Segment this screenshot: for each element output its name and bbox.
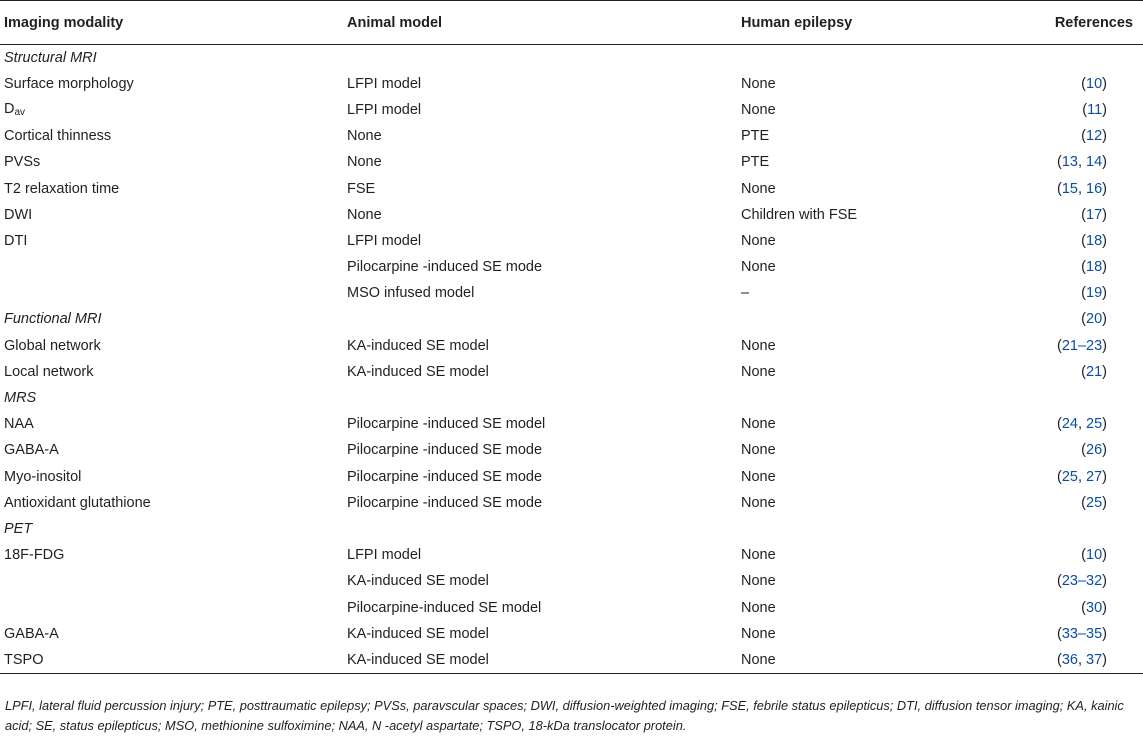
reference-cell: (20) <box>1081 311 1107 328</box>
reference-cell: (13, 14) <box>1056 154 1107 171</box>
animal-model-cell: LFPI model <box>347 547 422 564</box>
human-epilepsy-cell: PTE <box>741 128 770 145</box>
reference-link[interactable]: 10 <box>1086 75 1103 92</box>
reference-cell: (33–35) <box>1056 625 1107 642</box>
modality-cell <box>0 359 343 385</box>
modality-cell <box>0 228 343 254</box>
modality-text: GABA-A <box>4 442 59 459</box>
reference-cell: (17) <box>1081 206 1107 223</box>
header-animal-model: Animal model <box>347 14 443 31</box>
reference-cell: (10) <box>1081 75 1107 92</box>
human-epilepsy-cell: None <box>741 442 776 459</box>
modality-text: Cortical thinness <box>4 128 112 145</box>
section-row <box>0 306 1143 332</box>
table-row <box>0 175 1143 201</box>
reference-cell: (23–32) <box>1056 573 1107 590</box>
table-row <box>0 123 1143 149</box>
reference-cell: (24, 25) <box>1056 416 1107 433</box>
reference-cell: (18) <box>1081 259 1107 276</box>
reference-cell: (18) <box>1081 232 1107 249</box>
animal-model-cell: Pilocarpine -induced SE model <box>347 416 546 433</box>
animal-model-cell: MSO infused model <box>347 285 475 302</box>
animal-model-cell: FSE <box>347 180 376 197</box>
section-title: Functional MRI <box>4 311 102 328</box>
reference-link[interactable]: 13 <box>1061 154 1078 171</box>
reference-link[interactable]: 25 <box>1061 468 1078 485</box>
modality-text: Antioxidant glutathione <box>4 494 151 511</box>
table-row <box>0 280 1143 306</box>
reference-link[interactable]: 21–23 <box>1061 337 1103 354</box>
modality-text: Surface morphology <box>4 75 134 92</box>
table-row <box>0 542 1143 568</box>
reference-link[interactable]: 17 <box>1086 206 1103 223</box>
reference-link[interactable]: 16 <box>1086 180 1103 197</box>
reference-cell: (25, 27) <box>1056 468 1107 485</box>
human-epilepsy-cell: Children with FSE <box>741 206 858 223</box>
reference-cell: (21–23) <box>1056 337 1107 354</box>
reference-cell: (30) <box>1081 599 1107 616</box>
table-header <box>0 1 1143 45</box>
modality-cell <box>0 542 343 568</box>
modality-text: NAA <box>4 416 34 433</box>
human-epilepsy-cell: None <box>741 101 776 118</box>
reference-link[interactable]: 36 <box>1061 651 1078 668</box>
reference-link[interactable]: 14 <box>1086 154 1103 171</box>
animal-model-cell: Pilocarpine -induced SE mode <box>347 468 543 485</box>
reference-cell <box>977 385 1143 411</box>
header-human-epilepsy: Human epilepsy <box>741 14 853 31</box>
human-epilepsy-cell: PTE <box>741 154 770 171</box>
modality-cell <box>0 97 343 123</box>
reference-link[interactable]: 27 <box>1086 468 1103 485</box>
reference-cell: (12) <box>1081 128 1107 145</box>
reference-link[interactable]: 18 <box>1086 259 1103 276</box>
modality-cell <box>0 175 343 201</box>
animal-model-cell: Pilocarpine -induced SE mode <box>347 442 543 459</box>
reference-cell: (36, 37) <box>1056 651 1107 668</box>
modality-cell <box>0 568 343 594</box>
modality-cell <box>0 202 343 228</box>
reference-cell: (10) <box>1081 547 1107 564</box>
human-epilepsy-cell: None <box>741 625 776 642</box>
table-row <box>0 568 1143 594</box>
human-epilepsy-cell: None <box>741 232 776 249</box>
modality-cell <box>0 333 343 359</box>
reference-link[interactable]: 15 <box>1061 180 1078 197</box>
reference-link[interactable]: 18 <box>1086 232 1103 249</box>
animal-model-cell: None <box>347 154 382 171</box>
modality-cell <box>0 594 343 620</box>
modality-text: GABA-A <box>4 625 59 642</box>
reference-cell: (15, 16) <box>1056 180 1107 197</box>
section-row <box>0 516 1143 542</box>
human-epilepsy-cell: None <box>741 599 776 616</box>
modality-text: PVSs <box>4 154 41 171</box>
reference-link[interactable]: 12 <box>1086 128 1103 145</box>
modality-subscript: av <box>14 107 26 119</box>
modality-cell <box>0 123 343 149</box>
reference-cell <box>977 516 1143 542</box>
modality-cell <box>0 280 343 306</box>
reference-cell: (21) <box>1081 363 1107 380</box>
human-epilepsy-cell: None <box>741 337 776 354</box>
human-epilepsy-cell: None <box>741 75 776 92</box>
modality-cell <box>0 149 343 175</box>
table-row <box>0 202 1143 228</box>
animal-model-cell: KA-induced SE model <box>347 651 489 668</box>
section-title: Structural MRI <box>4 49 97 66</box>
table-row <box>0 254 1143 280</box>
animal-model-cell: LFPI model <box>347 75 422 92</box>
reference-link[interactable]: 21 <box>1086 363 1103 380</box>
modality-cell <box>0 71 343 97</box>
human-epilepsy-cell: None <box>741 494 776 511</box>
reference-link[interactable]: 20 <box>1086 311 1103 328</box>
modality-cell <box>0 411 343 437</box>
header-row <box>0 1 1143 45</box>
section-title: PET <box>4 520 33 537</box>
human-epilepsy-cell: None <box>741 180 776 197</box>
header-imaging-modality: Imaging modality <box>4 14 124 31</box>
reference-link[interactable]: 19 <box>1086 285 1103 302</box>
table-body <box>0 45 1143 674</box>
animal-model-cell: Pilocarpine -induced SE mode <box>347 259 543 276</box>
animal-model-cell: KA-induced SE model <box>347 573 489 590</box>
reference-link[interactable]: 30 <box>1086 599 1103 616</box>
human-epilepsy-cell: None <box>741 573 776 590</box>
reference-cell: (19) <box>1081 285 1107 302</box>
animal-model-cell: KA-induced SE model <box>347 337 489 354</box>
human-epilepsy-cell: – <box>741 285 750 302</box>
modality-cell <box>0 647 343 673</box>
section-row <box>0 385 1143 411</box>
modality-text: T2 relaxation time <box>4 180 120 197</box>
reference-link[interactable]: 26 <box>1086 442 1103 459</box>
human-epilepsy-cell: None <box>741 651 776 668</box>
modality-text: Myo-inositol <box>4 468 82 485</box>
reference-cell: (25) <box>1081 494 1107 511</box>
reference-link[interactable]: 37 <box>1086 651 1103 668</box>
modality-text: DWI <box>4 206 33 223</box>
animal-model-cell: Pilocarpine -induced SE mode <box>347 494 543 511</box>
reference-link[interactable]: 33–35 <box>1061 625 1103 642</box>
reference-link[interactable]: 24 <box>1061 416 1078 433</box>
modality-text: Global network <box>4 337 101 354</box>
modality-text: DTI <box>4 232 28 249</box>
animal-model-cell: Pilocarpine-induced SE model <box>347 599 542 616</box>
modality-cell <box>0 464 343 490</box>
table-row <box>0 71 1143 97</box>
header-references: References <box>1054 14 1133 31</box>
animal-model-cell: LFPI model <box>347 101 422 118</box>
animal-model-cell: KA-induced SE model <box>347 363 489 380</box>
section-row <box>0 45 1143 71</box>
modality-text: TSPO <box>4 651 44 668</box>
table-row <box>0 621 1143 647</box>
reference-link[interactable]: 23–32 <box>1061 573 1103 590</box>
animal-model-cell: None <box>347 206 382 223</box>
table-row <box>0 149 1143 175</box>
table-footnote: LPFI, lateral fluid percussion injury; PTE, posttraumatic epilepsy; PVSs, paravscular spaces; DWI, diffusion-weighted imaging; FSE, febrile status epilepticus; DTI, diffusion tensor imaging; KA, kainic acid; SE, status epilepticus; MSO, methionine sulfoximine; NAA, N -acetyl aspartate; TSPO, 18-kDa translocator protein. <box>5 698 1124 733</box>
table-row <box>0 97 1143 123</box>
human-epilepsy-cell: None <box>741 547 776 564</box>
modality-cell <box>0 254 343 280</box>
animal-model-cell: LFPI model <box>347 232 422 249</box>
human-epilepsy-cell: None <box>741 416 776 433</box>
reference-link[interactable]: 25 <box>1086 416 1103 433</box>
table-row <box>0 411 1143 437</box>
human-epilepsy-cell: None <box>741 259 776 276</box>
animal-model-cell: None <box>347 128 382 145</box>
modality-text: 18F-FDG <box>4 547 65 564</box>
table-row <box>0 594 1143 620</box>
table-row <box>0 333 1143 359</box>
section-title: MRS <box>4 390 37 407</box>
reference-link[interactable]: 25 <box>1086 494 1103 511</box>
reference-link[interactable]: 10 <box>1086 547 1103 564</box>
table-row <box>0 228 1143 254</box>
table-row <box>0 647 1143 673</box>
table-row <box>0 490 1143 516</box>
modality-cell <box>0 490 343 516</box>
modality-text: Local network <box>4 363 94 380</box>
reference-link[interactable]: 11 <box>1087 101 1103 118</box>
modality-cell <box>0 621 343 647</box>
table-row <box>0 437 1143 463</box>
reference-cell: (11) <box>1082 101 1107 118</box>
animal-model-cell: KA-induced SE model <box>347 625 489 642</box>
reference-cell: (26) <box>1081 442 1107 459</box>
human-epilepsy-cell: None <box>741 468 776 485</box>
modality-cell <box>0 437 343 463</box>
table-row <box>0 359 1143 385</box>
table-row <box>0 464 1143 490</box>
modality-text: D <box>4 101 15 118</box>
human-epilepsy-cell: None <box>741 363 776 380</box>
reference-cell <box>977 45 1143 71</box>
